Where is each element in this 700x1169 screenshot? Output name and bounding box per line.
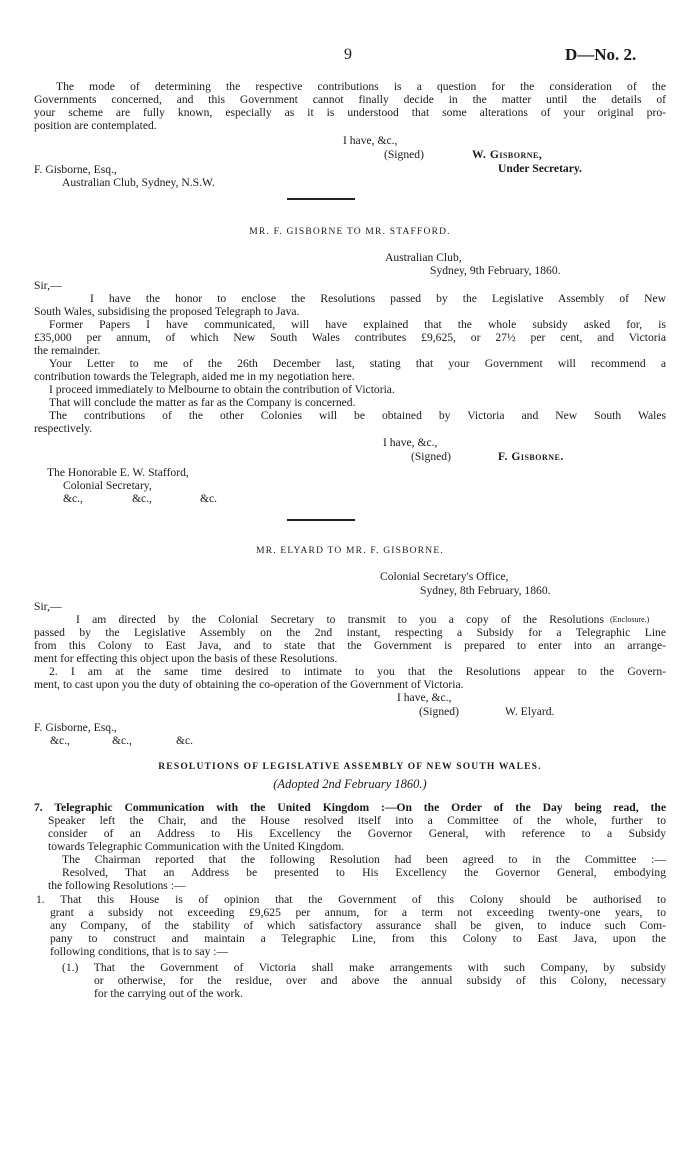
- addressee-line: &c.,: [50, 734, 70, 747]
- signatory-title: Under Secretary.: [498, 162, 582, 175]
- body-line: £35,000 per annum, of which New South Wales contributes £9,625, or 27½ per cent, and Victoria: [34, 331, 666, 344]
- date: Sydney, 9th February, 1860.: [430, 264, 561, 277]
- resolution-line: pany to construct and maintain a Telegraphic Line, from this Colony to East Java, upon the: [50, 932, 666, 945]
- body-line: I proceed immediately to Melbourne to obtain the contribution of Victoria.: [49, 383, 395, 396]
- addressee-line: F. Gisborne, Esq.,: [34, 721, 117, 734]
- body-line: contribution towards the Telegraph, aided me in my negotiation here.: [34, 370, 355, 383]
- signatory: W. Gisborne,: [472, 148, 543, 161]
- body-line: 2. I am at the same time desired to intimate to you that the Resolutions appear to the Govern-: [49, 665, 666, 678]
- body-line: respectively.: [34, 422, 93, 435]
- resolution-line: The Chairman reported that the following Resolution had been agreed to in the Committee :—: [62, 853, 666, 866]
- resolution-line: Resolved, That an Address be presented to His Excellency the Governor General, embodying: [62, 866, 666, 879]
- section-divider: [287, 519, 355, 521]
- signed-label: (Signed): [411, 450, 451, 463]
- resolution-line: (1.) That the Government of Victoria shall make arrangements with such Company, by subsidy: [62, 961, 666, 974]
- addressee-line: &c.,: [112, 734, 132, 747]
- resolution-line: 1. That this House is of opinion that the Government of this Colony should be authorised to: [36, 893, 666, 906]
- resolution-line: following conditions, that is to say :—: [50, 945, 229, 958]
- place: Australian Club,: [385, 251, 462, 264]
- salutation: Sir,—: [34, 279, 62, 292]
- addressee-line: &c.: [176, 734, 194, 747]
- letter-heading: MR. ELYARD TO MR. F. GISBORNE.: [256, 546, 444, 556]
- date: Sydney, 8th February, 1860.: [420, 584, 551, 597]
- resolution-line: any Company, of the stability of which satisfactory assurance shall be given, to induce such Com-: [50, 919, 666, 932]
- signatory: W. Elyard.: [505, 705, 555, 718]
- body-line: ment, to cast upon you the duty of obtaining the co-operation of the Government of Victoria.: [34, 678, 464, 691]
- body-line: your scheme are fully known, especially as it is understood that some alterations of your original pro-: [34, 106, 666, 119]
- resolution-line: consider of an Address to His Excellency the Governor General, with reference to a Subsidy: [48, 827, 666, 840]
- closing: I have, &c.,: [397, 691, 452, 704]
- adopted-date: (Adopted 2nd February 1860.): [273, 777, 427, 791]
- document-reference: D—No. 2.: [565, 45, 637, 64]
- body-line: passed by the Legislative Assembly on the 2nd instant, respecting a Subsidy for a Telegraphic Line: [34, 626, 666, 639]
- resolution-line: Speaker left the Chair, and the House resolved itself into a Committee of the whole, further to: [48, 814, 666, 827]
- body-line: South Wales, subsidising the proposed Telegraph to Java.: [34, 305, 300, 318]
- body-line: I am directed by the Colonial Secretary to transmit to you a copy of the Resolutions: [76, 613, 604, 626]
- closing: I have, &c.,: [383, 436, 438, 449]
- body-line: The mode of determining the respective contributions is a question for the consideration of the: [56, 80, 666, 93]
- margin-note: (Enclosure.): [610, 615, 650, 624]
- closing: I have, &c.,: [343, 134, 398, 147]
- body-line: Your Letter to me of the 26th December last, stating that your Government will recommend a: [49, 357, 666, 370]
- place: Colonial Secretary's Office,: [380, 570, 509, 583]
- body-line: the remainder.: [34, 344, 101, 357]
- body-line: The contributions of the other Colonies will be obtained by Victoria and New South Wales: [49, 409, 666, 422]
- body-line: position are contemplated.: [34, 119, 157, 132]
- body-line: I have the honor to enclose the Resolutions passed by the Legislative Assembly of New: [90, 292, 666, 305]
- page-number: 9: [344, 46, 352, 63]
- addressee-line: &c.,: [132, 492, 152, 505]
- salutation: Sir,—: [34, 600, 62, 613]
- addressee-line: Australian Club, Sydney, N.S.W.: [62, 176, 215, 189]
- body-line: That will conclude the matter as far as the Company is concerned.: [49, 396, 356, 409]
- resolutions-heading: RESOLUTIONS OF LEGISLATIVE ASSEMBLY OF NEW SOUTH WALES.: [158, 762, 542, 772]
- resolution-line: for the carrying out of the work.: [94, 987, 244, 1000]
- resolution-line: the following Resolutions :—: [48, 879, 186, 892]
- addressee-line: &c.,: [63, 492, 83, 505]
- addressee-line: Colonial Secretary,: [63, 479, 152, 492]
- body-line: ment for effecting this object upon the basis of these Resolutions.: [34, 652, 338, 665]
- signed-label: (Signed): [384, 148, 424, 161]
- addressee-line: F. Gisborne, Esq.,: [34, 163, 117, 176]
- resolution-line: towards Telegraphic Communication with the United Kingdom.: [48, 840, 345, 853]
- signed-label: (Signed): [419, 705, 459, 718]
- signatory: F. Gisborne.: [498, 450, 564, 463]
- letter-heading: MR. F. GISBORNE TO MR. STAFFORD.: [249, 227, 451, 237]
- resolution-line: grant a subsidy not exceeding £9,625 per annum, for a term not exceeding twenty-one years, to: [50, 906, 666, 919]
- resolution-line: 7. Telegraphic Communication with the United Kingdom :—On the Order of the Day being read, the: [34, 801, 666, 814]
- addressee-line: &c.: [200, 492, 218, 505]
- resolution-line: or otherwise, for the residue, over and above the annual subsidy of this Colony, necessary: [94, 974, 666, 987]
- addressee-line: The Honorable E. W. Stafford,: [47, 466, 189, 479]
- section-divider: [287, 198, 355, 200]
- body-line: from this Colony to East Java, and to state that the Government is prepared to enter into an arrange-: [34, 639, 666, 652]
- body-line: Governments concerned, and this Government cannot finally decide in the matter until the details of: [34, 93, 666, 106]
- body-line: Former Papers I have communicated, will have explained that the whole subsidy asked for, is: [49, 318, 666, 331]
